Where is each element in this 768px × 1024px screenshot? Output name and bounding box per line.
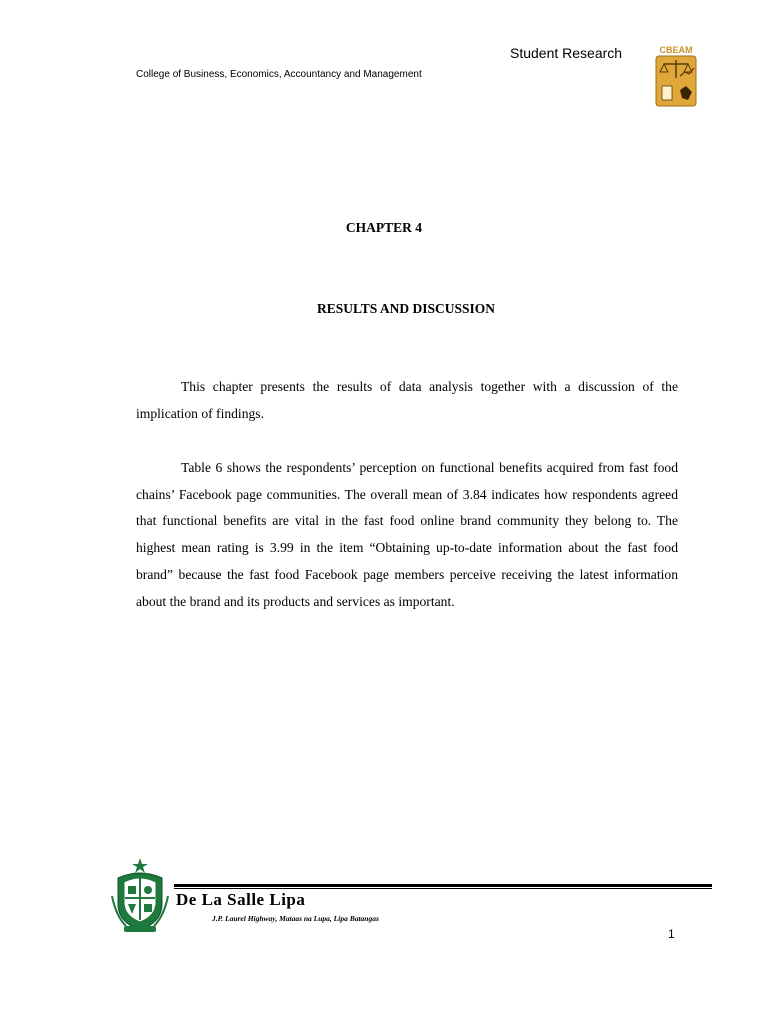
cbeam-logo-text: CBEAM [659, 45, 693, 55]
paragraph-table6 [136, 455, 678, 615]
header-label: Student Research [510, 45, 623, 61]
header-college: College of Business, Economics, Accountancy and Management [136, 69, 422, 80]
cbeam-logo [652, 44, 700, 108]
page-number: 1 [668, 927, 675, 941]
chapter-title: RESULTS AND DISCUSSION [316, 301, 496, 316]
de-la-salle-seal [110, 856, 170, 934]
chapter-number: CHAPTER 4 [345, 220, 423, 235]
paragraph-text: Table 6 shows the respondents’ perception on functional benefits acquired from fast food chains’ Facebook page communities. The overall mean of 3.84 indicates how respondents agreed that functional benefits are vital in the fast food online brand community they belong to. The highest mean rating is 3.99 in the item “Obtaining up-to-date information about the fast food brand” because the fast food Facebook page members perceive receiving the latest information about the brand and its products and services as important. [136, 460, 678, 609]
footer-rule-thick [174, 884, 712, 887]
footer-rule-thin [174, 888, 712, 889]
paragraph-text: This chapter presents the results of data analysis together with a discussion of the implication of findings. [136, 379, 678, 421]
paragraph-intro [136, 374, 678, 427]
footer-institution: De La Salle Lipa [176, 890, 306, 909]
footer-address: J.P. Laurel Highway, Mataas na Lupa, Lipa Batangas [212, 914, 379, 923]
